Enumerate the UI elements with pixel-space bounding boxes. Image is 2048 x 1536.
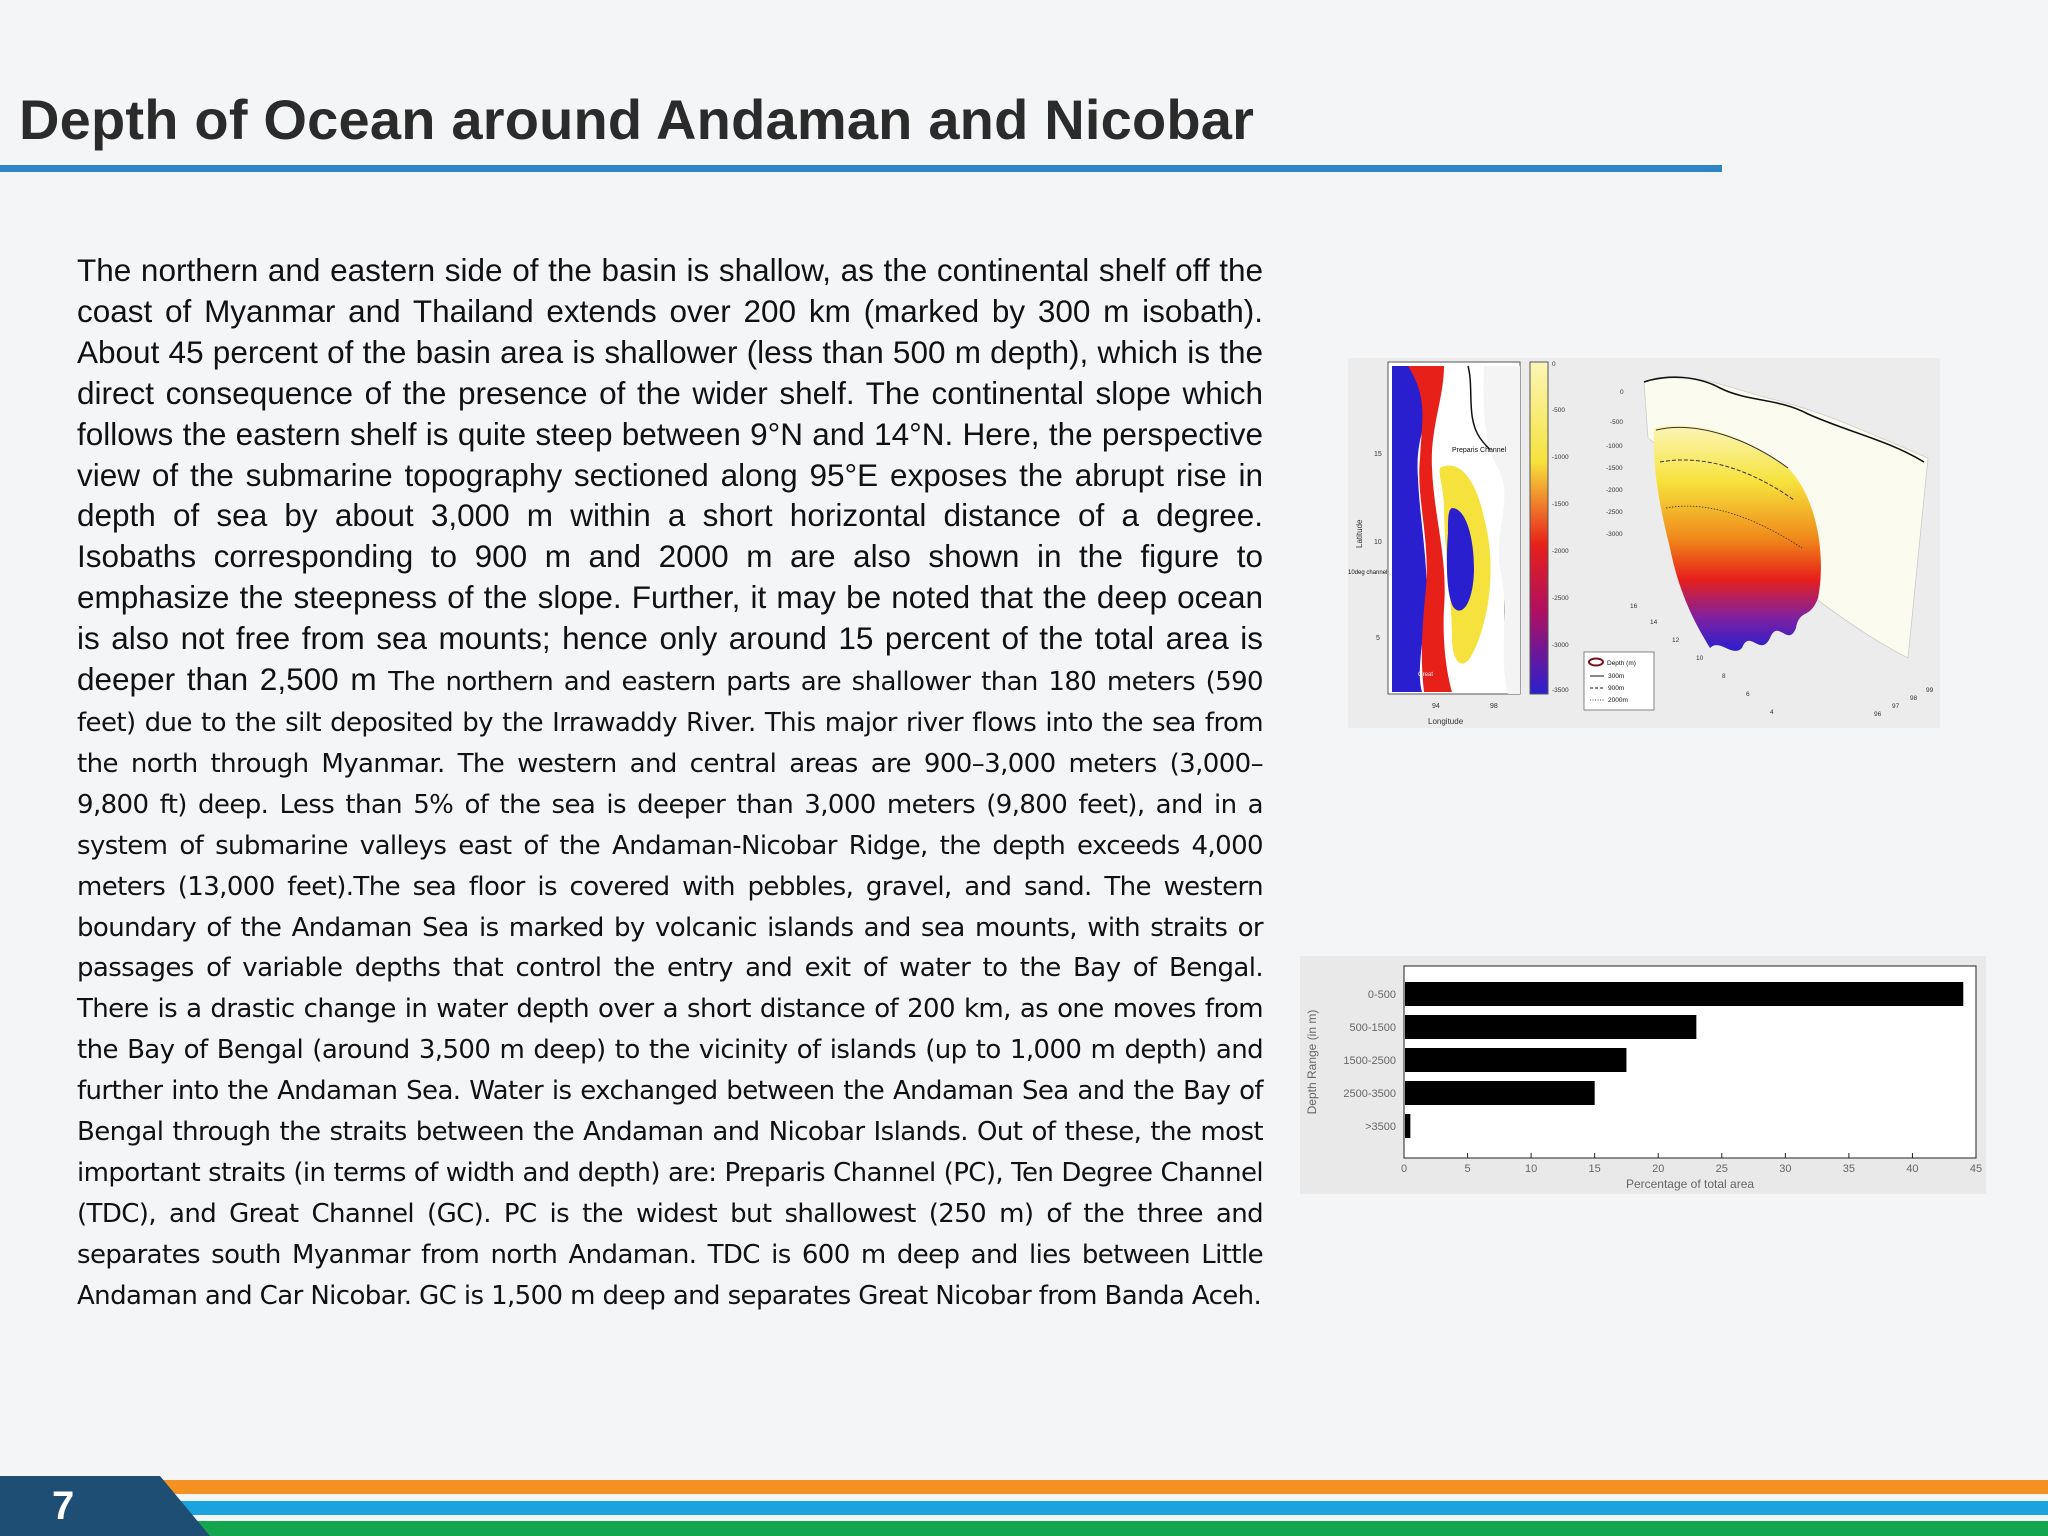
- view3d-z-tick-500: -500: [1610, 419, 1624, 426]
- x-tick-label-0: 0: [1400, 1163, 1408, 1175]
- map-lon-tick-94: 94: [1432, 703, 1440, 710]
- map-label-tdc: 10deg channel: [1348, 570, 1388, 576]
- colorbar-tick-2000: -2000: [1552, 548, 1569, 555]
- bathymetry-figure: [1348, 358, 1940, 728]
- view3d-z-tick-2500: -2500: [1606, 509, 1623, 516]
- chart-xlabel: Percentage of total area: [1625, 1177, 1755, 1191]
- footer-stripe-green: [0, 1521, 2048, 1536]
- category-label-500-1500: 500-1500: [1349, 1022, 1396, 1034]
- x-tick-label-45: 45: [1969, 1163, 1983, 1175]
- map-label-preparis: Preparis Channel: [1452, 447, 1507, 454]
- colorbar-tick-1000: -1000: [1552, 454, 1569, 461]
- bathymetry-map: [1348, 362, 1520, 726]
- bar-1500-2500: [1405, 1048, 1626, 1072]
- x-tick-label-15: 15: [1588, 1163, 1601, 1175]
- bar-500-1500: [1405, 1015, 1696, 1039]
- depth-colorbar: [1530, 361, 1569, 694]
- map-label-great: Great: [1418, 672, 1434, 678]
- title-underline: [0, 165, 1722, 172]
- x-tick-label-20: 20: [1652, 1163, 1665, 1175]
- map-lat-tick-10: 10: [1374, 539, 1382, 546]
- colorbar-tick-2500: -2500: [1552, 595, 1569, 602]
- view3d-lat-tick-14: 14: [1650, 619, 1658, 626]
- colorbar-tick-0: 0: [1552, 361, 1556, 368]
- x-tick-label-40: 40: [1906, 1163, 1919, 1175]
- map-lat-tick-15: 15: [1374, 451, 1382, 458]
- colorbar-tick-3000: -3000: [1552, 642, 1569, 649]
- bar-chart-svg: [1300, 956, 1986, 1194]
- body-text: [77, 250, 1263, 1317]
- category-label-1500-2500: 1500-2500: [1343, 1055, 1396, 1067]
- view3d-z-tick-0: 0: [1620, 389, 1624, 396]
- colorbar-tick-1500: -1500: [1552, 501, 1569, 508]
- bar-2500-3500: [1405, 1081, 1595, 1105]
- depth-area-chart: [1300, 956, 1986, 1194]
- colorbar-tick-500: -500: [1552, 407, 1566, 414]
- footer-stripe-blue: [0, 1501, 2048, 1515]
- bathymetry-svg: [1348, 358, 1940, 728]
- x-tick-label-25: 25: [1715, 1163, 1728, 1175]
- view3d-lon-tick-96: 96: [1874, 711, 1882, 718]
- bar-0-500: [1405, 982, 1963, 1006]
- map-ylabel: Latitude: [1355, 519, 1364, 548]
- page-number: 7: [52, 1484, 75, 1528]
- footer-stripe-orange: [0, 1480, 2048, 1494]
- perspective-view: [1606, 377, 1934, 718]
- legend-title: Depth (m): [1607, 660, 1636, 667]
- map-lon-tick-98: 98: [1490, 703, 1498, 710]
- category-label->3500: >3500: [1365, 1121, 1396, 1133]
- view3d-lat-tick-6: 6: [1746, 691, 1750, 698]
- legend-item-900m: 900m: [1608, 685, 1625, 692]
- legend-item-2000m: 2000m: [1608, 697, 1628, 704]
- view3d-lon-tick-97: 97: [1892, 703, 1900, 710]
- bar->3500: [1405, 1114, 1410, 1138]
- view3d-lat-tick-12: 12: [1672, 637, 1680, 644]
- view3d-z-tick-1000: -1000: [1606, 443, 1623, 450]
- map-xlabel: Longitude: [1428, 717, 1464, 726]
- category-label-2500-3500: 2500-3500: [1343, 1088, 1396, 1100]
- view3d-lon-tick-98: 98: [1910, 695, 1918, 702]
- legend-item-300m: 300m: [1608, 673, 1625, 680]
- map-lat-tick-5: 5: [1376, 635, 1380, 642]
- x-tick-label-10: 10: [1524, 1163, 1538, 1175]
- colorbar-tick-3500: -3500: [1552, 687, 1569, 694]
- view3d-z-tick-3000: -3000: [1606, 531, 1623, 538]
- view3d-z-tick-1500: -1500: [1606, 465, 1623, 472]
- slide-title: Depth of Ocean around Andaman and Nicobar: [19, 88, 1255, 151]
- view3d-lon-tick-99: 99: [1926, 687, 1934, 694]
- category-label-0-500: 0-500: [1367, 989, 1396, 1001]
- x-tick-label-30: 30: [1779, 1163, 1792, 1175]
- view3d-lat-tick-10: 10: [1696, 655, 1704, 662]
- view3d-lat-tick-4: 4: [1770, 709, 1774, 716]
- view3d-lat-tick-16: 16: [1630, 603, 1638, 610]
- view3d-z-tick-2000: -2000: [1606, 487, 1623, 494]
- paragraph-andaman-sea-depths: The northern and eastern parts are shallower than 180 meters (590 feet) due to the silt deposited by the Irrawaddy River. This major river flows into the sea from the north through Myanmar. The western and central areas are 900–3,000 meters (3,000–9,800 ft) deep. Less than 5% of the sea is deeper than 3,000 meters (9,800 feet), and in a system of submarine valleys east of the Andaman-Nicobar Ridge, the depth exceeds 4,000 meters (13,000 feet).The sea floor is covered with pebbles, gravel, and sand. The western boundary of the Andaman Sea is marked by volcanic islands and sea mounts, with straits or passages of variable depths that control the entry and exit of water to the Bay of Bengal. There is a drastic change in water depth over a short distance of 200 km, as one moves from the Bay of Bengal (around 3,500 m deep) to the vicinity of islands (up to 1,000 m depth) and further into the Andaman Sea. Water is exchanged between the Andaman Sea and the Bay of Bengal through the straits between the Andaman and Nicobar Islands. Out of these, the most important straits (in terms of width and depth) are: Preparis Channel (PC), Ten Degree Channel (TDC), and Great Channel (GC). PC is the widest but shallowest (250 m) of the three and separates south Myanmar from north Andaman. TDC is 600 m deep and lies between Little Andaman and Car Nicobar. GC is 1,500 m deep and separates Great Nicobar from Banda Aceh.: [77, 667, 1264, 1311]
- depth-legend: [1584, 652, 1654, 710]
- chart-ylabel: Depth Range (in m): [1305, 1009, 1319, 1115]
- x-tick-label-35: 35: [1842, 1163, 1856, 1175]
- paragraph-basin-shelf: The northern and eastern side of the basin is shallow, as the continental shelf off the coast of Myanmar and Thailand extends over 200 km (marked by 300 m isobath). About 45 percent of the basin area is shallower (less than 500 m depth), which is the direct consequence of the presence of the wider shelf. The continental slope which follows the eastern shelf is quite steep between 9°N and 14°N. Here, the perspective view of the submarine topography sectioned along 95°E exposes the abrupt rise in depth of sea by about 3,000 m within a short horizontal distance of a degree. Isobaths corresponding to 900 m and 2000 m are also shown in the figure to emphasize the steepness of the slope. Further, it may be noted that the deep ocean is also not free from sea mounts; hence only around 15 percent of the total area is deeper than 2,500 m: [77, 252, 1263, 698]
- view3d-lat-tick-8: 8: [1722, 673, 1726, 680]
- x-tick-label-5: 5: [1464, 1163, 1471, 1175]
